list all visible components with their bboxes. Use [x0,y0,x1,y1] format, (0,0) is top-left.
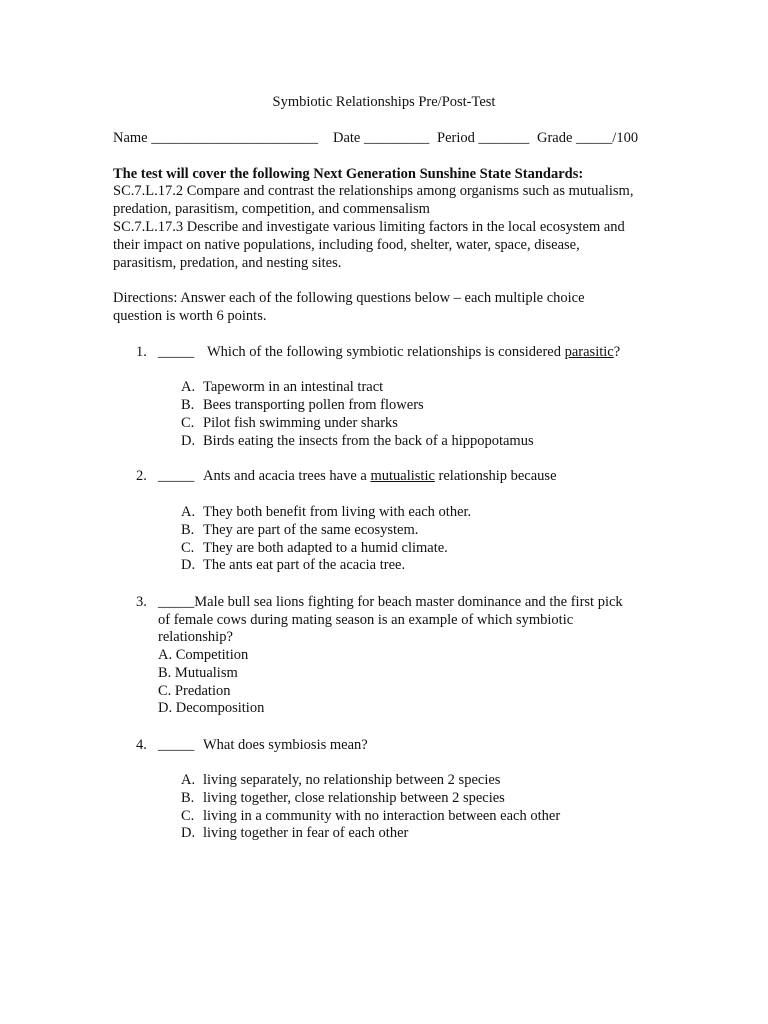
period-field: Period _______ [437,130,530,146]
option-letter: A. [181,379,196,395]
option-text: Tapeworm in an intestinal tract [203,379,384,395]
question-text-part: ? [613,344,621,360]
standard-line: SC.7.L.17.2 Compare and contrast the relationships among organisms such as mutualism, [113,183,634,199]
directions-line: Directions: Answer each of the following questions below – each multiple choice [113,290,585,306]
question-text: _____Male bull sea lions fighting for beach master dominance and the first pick [158,594,623,610]
underlined-term: parasitic [564,344,614,360]
option-text: They are part of the same ecosystem. [203,522,419,538]
option-text: Bees transporting pollen from flowers [203,397,424,413]
option-text: living in a community with no interaction between each other [203,808,561,824]
question-number: 2. [136,468,147,484]
answer-blank: _____ [158,468,195,484]
option-letter: D. [181,557,196,573]
standards-heading: The test will cover the following Next Generation Sunshine State Standards: [113,166,584,182]
standard-line: SC.7.L.17.3 Describe and investigate various limiting factors in the local ecosystem and [113,219,625,235]
option-letter: A. [181,772,196,788]
question-text-part: relationship because [434,468,557,484]
option-letter: D. [181,825,196,841]
question-text [203,467,557,485]
date-field: Date _________ [333,130,430,146]
question-number: 4. [136,737,147,753]
option-text: living together in fear of each other [203,825,409,841]
option-text: C. Predation [158,683,231,699]
question-text-part: Which of the following symbiotic relationships is considered [207,344,565,360]
question-text-part: Ants and acacia trees have a [203,468,371,484]
standard-line: parasitism, predation, and nesting sites. [113,255,342,271]
option-letter: C. [181,540,195,556]
option-text: living together, close relationship between 2 species [203,790,505,806]
option-text: They are both adapted to a humid climate. [203,540,448,556]
question-number: 1. [136,344,147,360]
option-text: living separately, no relationship between 2 species [203,772,501,788]
option-text: D. Decomposition [158,700,265,716]
page-title: Symbiotic Relationships Pre/Post-Test [272,94,496,110]
question-number: 3. [136,594,147,610]
option-text: Birds eating the insects from the back of a hippopotamus [203,433,534,449]
name-field: Name _______________________ [113,130,318,146]
option-letter: B. [181,790,195,806]
answer-blank: _____ [158,344,195,360]
option-letter: B. [181,397,195,413]
directions-line: question is worth 6 points. [113,308,267,324]
option-text: They both benefit from living with each other. [203,504,472,520]
question-text: of female cows during mating season is an example of which symbiotic [158,612,574,628]
option-letter: D. [181,433,196,449]
option-letter: C. [181,808,195,824]
option-text: A. Competition [158,647,249,663]
grade-field: Grade _____/100 [537,130,639,146]
question-text: What does symbiosis mean? [203,737,368,753]
option-text: The ants eat part of the acacia tree. [203,557,406,573]
option-text: Pilot fish swimming under sharks [203,415,398,431]
question-text: relationship? [158,629,233,645]
option-letter: C. [181,415,195,431]
standard-line: predation, parasitism, competition, and commensalism [113,201,430,217]
option-letter: A. [181,504,196,520]
option-text: B. Mutualism [158,665,238,681]
standard-line: their impact on native populations, including food, shelter, water, space, disease, [113,237,580,253]
question-text [207,343,620,361]
answer-blank: _____ [158,737,195,753]
underlined-term: mutualistic [370,468,435,484]
option-letter: B. [181,522,195,538]
